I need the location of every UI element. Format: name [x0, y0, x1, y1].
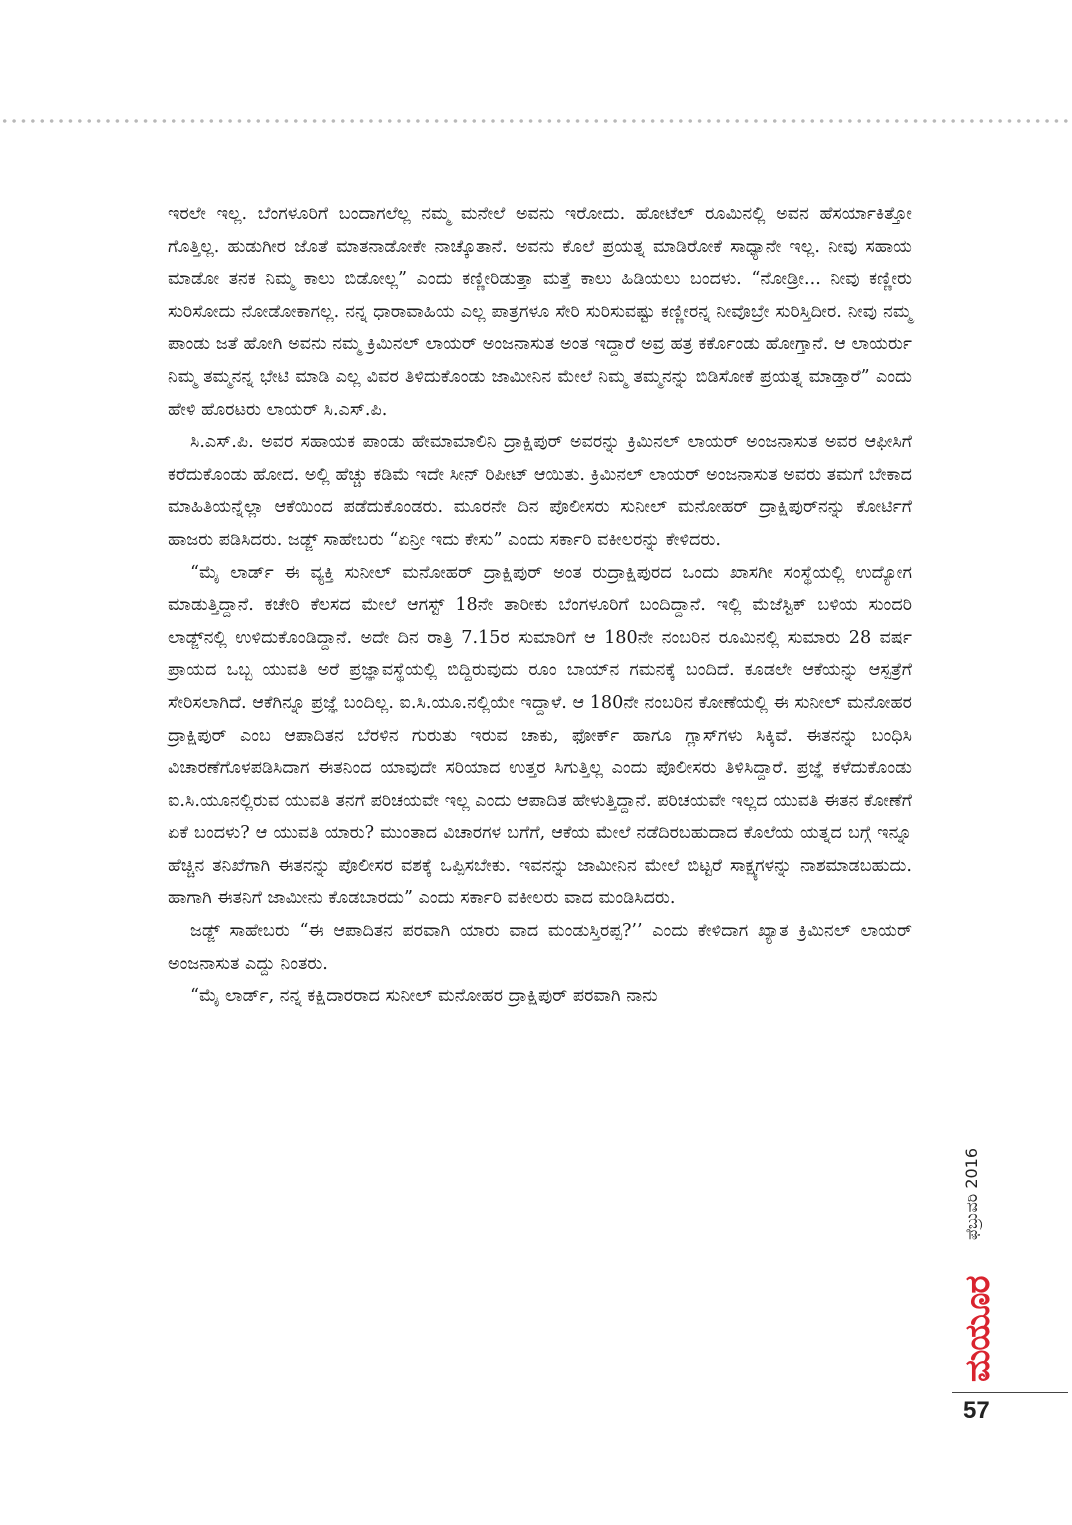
- article-paragraph: “ಮೈ ಲಾರ್ಡ್, ನನ್ನ ಕಕ್ಷಿದಾರರಾದ ಸುನೀಲ್ ಮನೋಹರ ದ್ರಾಕ್ಷಿಪುರ್ ಪರವಾಗಿ ನಾನು: [190, 986, 658, 1007]
- article-paragraph: “ಮೈ ಲಾರ್ಡ್ ಈ ವ್ಯಕ್ತಿ ಸುನೀಲ್ ಮನೋಹರ್ ದ್ರಾಕ್ಷಿಪುರ್ ಅಂತ ರುದ್ರಾಕ್ಷಿಪುರದ ಒಂದು ಖಾಸಗೀ ಸಂಸ್ಥೆಯಲ್ಲಿ ಉದ್ಯೋಗ ಮಾಡುತ್ತಿದ್ದಾನೆ. ಕಚೇರಿ ಕೆಲಸದ ಮೇಲೆ ಆಗಸ್ಟ್ 18ನೇ ತಾರೀಕು ಬೆಂಗಳೂರಿಗೆ ಬಂದಿದ್ದಾನೆ. ಇಲ್ಲಿ ಮೆಜೆಸ್ಟಿಕ್ ಬಳಿಯ ಸುಂದರಿ ಲಾಡ್ಜ್‌ನಲ್ಲಿ ಉಳಿದುಕೊಂಡಿದ್ದಾನೆ. ಅದೇ ದಿನ ರಾತ್ರಿ 7.15ರ ಸುಮಾರಿಗೆ ಆ 180ನೇ ನಂಬರಿನ ರೂಮಿನಲ್ಲಿ ಸುಮಾರು 28 ವರ್ಷ ಪ್ರಾಯದ ಒಬ್ಬ ಯುವತಿ ಅರೆ ಪ್ರಜ್ಞಾವಸ್ಥೆಯಲ್ಲಿ ಬಿದ್ದಿರುವುದು ರೂಂ ಬಾಯ್‌ನ ಗಮನಕ್ಕೆ ಬಂದಿದೆ. ಕೂಡಲೇ ಆಕೆಯನ್ನು ಆಸ್ಪತ್ರೆಗೆ ಸೇರಿಸಲಾಗಿದೆ. ಆಕೆಗಿನ್ನೂ ಪ್ರಜ್ಞೆ ಬಂದಿಲ್ಲ. ಐ.ಸಿ.ಯೂ.ನಲ್ಲಿಯೇ ಇದ್ದಾಳೆ. ಆ 180ನೇ ನಂಬರಿನ ಕೋಣೆಯಲ್ಲಿ ಈ ಸುನೀಲ್ ಮನೋಹರ ದ್ರಾಕ್ಷಿಪುರ್ ಎಂಬ ಆಪಾದಿತನ ಬೆರಳಿನ ಗುರುತು ಇರುವ ಚಾಕು, ಫೋರ್ಕ್ ಹಾಗೂ ಗ್ಲಾಸ್‌ಗಳು ಸಿಕ್ಕಿವೆ. ಈತನನ್ನು ಬಂಧಿಸಿ ವಿಚಾರಣೆಗೊಳಪಡಿಸಿದಾಗ ಈತನಿಂದ ಯಾವುದೇ ಸರಿಯಾದ ಉತ್ತರ ಸಿಗುತ್ತಿಲ್ಲ ಎಂದು ಪೊಲೀಸರು ತಿಳಿಸಿದ್ದಾರೆ. ಪ್ರಜ್ಞೆ ಕಳೆದುಕೊಂಡು ಐ.ಸಿ.ಯೂನಲ್ಲಿರುವ ಯುವತಿ ತನಗೆ ಪರಿಚಯವೇ ಇಲ್ಲ ಎಂದು ಆಪಾದಿತ ಹೇಳುತ್ತಿದ್ದಾನೆ. ಪರಿಚಯವೇ ಇಲ್ಲದ ಯುವತಿ ಈತನ ಕೋಣೆಗೆ ಏಕೆ ಬಂದಳು? ಆ ಯುವತಿ ಯಾರು? ಮುಂತಾದ ವಿಚಾರಗಳ ಬಗೆಗೆ, ಆಕೆಯ ಮೇಲೆ ನಡೆದಿರಬಹುದಾದ ಕೊಲೆಯ ಯತ್ನದ ಬಗ್ಗೆ ಇನ್ನೂ ಹೆಚ್ಚಿನ ತನಿಖೆಗಾಗಿ ಈತನನ್ನು ಪೊಲೀಸರ ವಶಕ್ಕೆ ಒಪ್ಪಿಸಬೇಕು. ಇವನನ್ನು ಜಾಮೀನಿನ ಮೇಲೆ ಬಿಟ್ಟರೆ ಸಾಕ್ಷ್ಯಗಳನ್ನು ನಾಶಮಾಡಬಹುದು. ಹಾಗಾಗಿ ಈತನಿಗೆ ಜಾಮೀನು ಕೊಡಬಾರದು” ಎಂದು ಸರ್ಕಾರಿ ವಕೀಲರು ವಾದ ಮಂಡಿಸಿದರು.: [168, 562, 912, 909]
- dotted-header-rule: [0, 117, 1072, 125]
- page-sidebar: [952, 1090, 1068, 1390]
- article-paragraph: ಇರಲೇ ಇಲ್ಲ. ಬೆಂಗಳೂರಿಗೆ ಬಂದಾಗಲೆಲ್ಲ ನಮ್ಮ ಮನೇಲೆ ಅವನು ಇರೋದು. ಹೋಟೆಲ್ ರೂಮಿನಲ್ಲಿ ಅವನ ಹೆಸರ್ಯಾಕಿತ್ತೋ ಗೊತ್ತಿಲ್ಲ. ಹುಡುಗೀರ ಜೊತೆ ಮಾತನಾಡೋಕೇ ನಾಚ್ಕೊತಾನೆ. ಅವನು ಕೊಲೆ ಪ್ರಯತ್ನ ಮಾಡಿರೋಕೆ ಸಾಧ್ಯಾನೇ ಇಲ್ಲ. ನೀವು ಸಹಾಯ ಮಾಡೋ ತನಕ ನಿಮ್ಮ ಕಾಲು ಬಿಡೋಲ್ಲ” ಎಂದು ಕಣ್ಣೀರಿಡುತ್ತಾ ಮತ್ತೆ ಕಾಲು ಹಿಡಿಯಲು ಬಂದಳು. “ನೋಡ್ರೀ... ನೀವು ಕಣ್ಣೀರು ಸುರಿಸೋದು ನೋಡೋಕಾಗಲ್ಲ. ನನ್ನ ಧಾರಾವಾಹಿಯ ಎಲ್ಲ ಪಾತ್ರಗಳೂ ಸೇರಿ ಸುರಿಸುವಷ್ಟು ಕಣ್ಣೀರನ್ನ ನೀವೊಬ್ರೇ ಸುರಿಸ್ತಿದೀರ. ನೀವು ನಮ್ಮ ಪಾಂಡು ಜತೆ ಹೋಗಿ ಅವನು ನಮ್ಮ ಕ್ರಿಮಿನಲ್ ಲಾಯರ್ ಅಂಜನಾಸುತ ಅಂತ ಇದ್ದಾರೆ ಅವ್ರ ಹತ್ರ ಕರ್ಕೊಂಡು ಹೋಗ್ತಾನೆ. ಆ ಲಾಯರ್ರು ನಿಮ್ಮ ತಮ್ಮನನ್ನ ಭೇಟಿ ಮಾಡಿ ಎಲ್ಲ ವಿವರ ತಿಳಿದುಕೊಂಡು ಜಾಮೀನಿನ ಮೇಲೆ ನಿಮ್ಮ ತಮ್ಮನನ್ನು ಬಿಡಿಸೋಕೆ ಪ್ರಯತ್ನ ಮಾಡ್ತಾರೆ” ಎಂದು ಹೇಳಿ ಹೊರಟರು ಲಾಯರ್ ಸಿ.ಎಸ್.ಪಿ.: [168, 204, 912, 420]
- article-paragraph: ಜಡ್ಜ್ ಸಾಹೇಬರು “ಈ ಆಪಾದಿತನ ಪರವಾಗಿ ಯಾರು ವಾದ ಮಂಡುಸ್ತಿರಪ್ಪ?’’ ಎಂದು ಕೇಳಿದಾಗ ಖ್ಯಾತ ಕ್ರಿಮಿನಲ್ ಲಾಯರ್ ಅಂಜನಾಸುತ ಎದ್ದು ನಿಂತರು.: [168, 921, 912, 974]
- article-paragraph: ಸಿ.ಎಸ್.ಪಿ. ಅವರ ಸಹಾಯಕ ಪಾಂಡು ಹೇಮಾಮಾಲಿನಿ ದ್ರಾಕ್ಷಿಪುರ್ ಅವರನ್ನು ಕ್ರಿಮಿನಲ್ ಲಾಯರ್ ಅಂಜನಾಸುತ ಅವರ ಆಫೀಸಿಗೆ ಕರೆದುಕೊಂಡು ಹೋದ. ಅಲ್ಲಿ ಹೆಚ್ಚು ಕಡಿಮೆ ಇದೇ ಸೀನ್ ರಿಪೀಟ್ ಆಯಿತು. ಕ್ರಿಮಿನಲ್ ಲಾಯರ್ ಅಂಜನಾಸುತ ಅವರು ತಮಗೆ ಬೇಕಾದ ಮಾಹಿತಿಯನ್ನೆಲ್ಲಾ ಆಕೆಯಿಂದ ಪಡೆದುಕೊಂಡರು. ಮೂರನೇ ದಿನ ಪೊಲೀಸರು ಸುನೀಲ್ ಮನೋಹರ್ ದ್ರಾಕ್ಷಿಪುರ್‌ನನ್ನು ಕೋರ್ಟಿಗೆ ಹಾಜರು ಪಡಿಸಿದರು. ಜಡ್ಜ್ ಸಾಹೇಬರು “ಏನ್ರೀ ಇದು ಕೇಸು” ಎಂದು ಸರ್ಕಾರಿ ವಕೀಲರನ್ನು ಕೇಳಿದರು.: [168, 432, 912, 550]
- page-number: 57: [963, 1397, 990, 1424]
- footer-rule: [952, 1392, 1068, 1393]
- issue-date: ಫೆಬ್ರುವರಿ 2016: [962, 1147, 981, 1240]
- article-body: [168, 198, 912, 1013]
- magazine-logo: ಮಯೂರ: [958, 1276, 998, 1382]
